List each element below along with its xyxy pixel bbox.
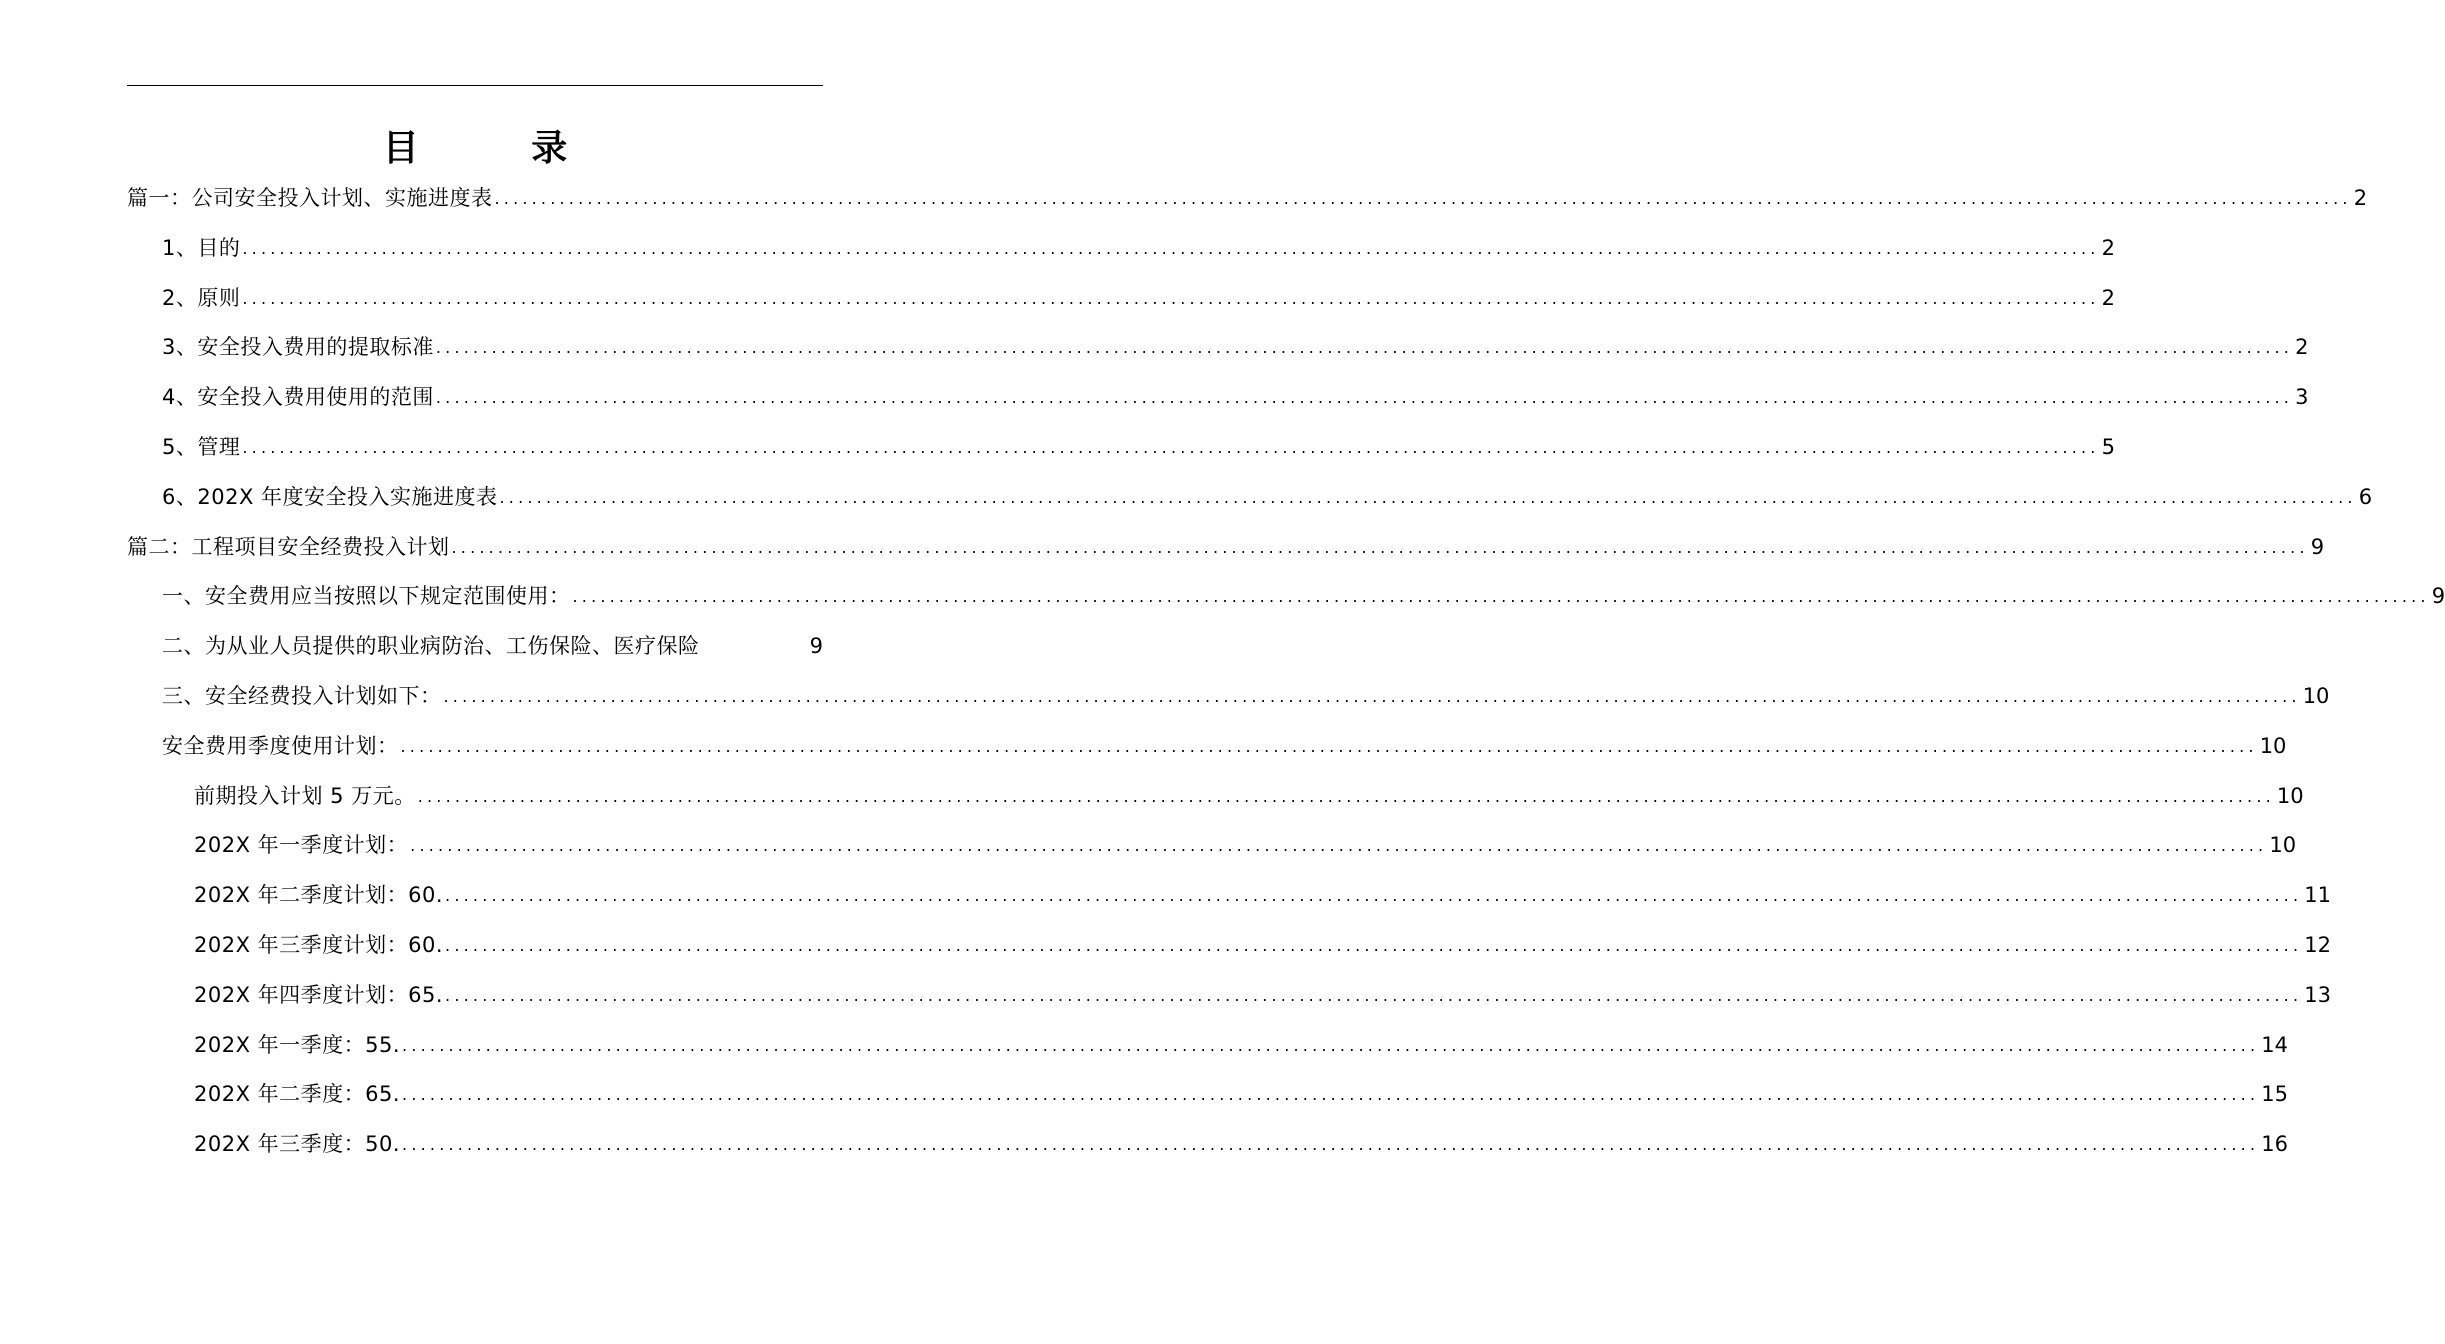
toc-dot-leader: ........................................................................................................................................................................................................ [402, 1035, 2260, 1055]
toc-page-number: 9 [809, 634, 823, 659]
toc-entry-text: 202X 年一季度：55. [194, 1032, 401, 1057]
toc-page-number: 14 [2261, 1032, 2288, 1057]
toc-page-number: 6 [2358, 484, 2373, 509]
toc-dot-leader: ........................................................................................................................................................................................................ [435, 338, 2294, 358]
toc-dot-leader: ........................................................................................................................................................................................................ [445, 935, 2303, 955]
toc-entry-text: 202X 年一季度计划： [194, 833, 409, 858]
toc-dot-leader: ........................................................................................................................................................................................................ [410, 836, 2268, 856]
toc-entry[interactable] [127, 622, 823, 672]
toc-entry[interactable] [127, 921, 2331, 971]
toc-entry-text: 202X 年二季度：65. [194, 1082, 401, 1107]
toc-dot-leader: ........................................................................................................................................................................................................ [242, 437, 2100, 457]
toc-entry-text: 二、为从业人员提供的职业病防治、工伤保险、医疗保险 [162, 634, 700, 659]
toc-entry-text: 1、目的 [162, 235, 241, 260]
toc-entry[interactable] [127, 523, 2325, 573]
toc-entry[interactable] [127, 473, 2373, 523]
toc-dot-leader: ........................................................................................................................................................................................................ [445, 886, 2303, 906]
toc-dot-leader: ........................................................................................................................................................................................................ [494, 189, 2352, 208]
toc-entry-text: 202X 年三季度计划：60. [194, 932, 444, 957]
toc-entry-text: 篇二：工程项目安全经费投入计划 [127, 534, 450, 559]
toc-page-number: 2 [2101, 235, 2115, 260]
toc-entry-text: 一、安全费用应当按照以下规定范围使用： [162, 584, 571, 609]
toc-entry[interactable] [127, 1070, 2288, 1120]
toc-entry[interactable] [127, 971, 2331, 1021]
toc-page-number: 10 [2276, 783, 2304, 808]
toc-page-number: 11 [2304, 883, 2331, 908]
toc-dot-leader: ........................................................................................................................................................................................................ [417, 786, 2275, 806]
toc-entry-text: 5、管理 [162, 434, 241, 459]
toc-dot-leader: ........................................................................................................................................................................................................ [572, 587, 2430, 607]
toc-entry-text: 202X 年四季度计划：65. [194, 982, 444, 1007]
toc-entry-text: 安全费用季度使用计划： [162, 733, 399, 758]
toc-page-number: 5 [2101, 434, 2115, 459]
toc-page-number: 12 [2304, 932, 2331, 957]
toc-title: 目 录 [382, 128, 618, 169]
toc-page-number: 3 [2295, 385, 2309, 410]
toc-entry[interactable] [127, 772, 2304, 822]
toc-dot-leader: ........................................................................................................................................................................................................ [242, 238, 2100, 258]
toc-entry[interactable] [127, 722, 2287, 772]
toc-dot-leader: ........................................................................................................................................................................................................ [242, 288, 2100, 308]
toc-page-number: 2 [2101, 285, 2115, 310]
toc-entry[interactable] [127, 423, 2115, 473]
toc-entry-text: 三、安全经费投入计划如下： [162, 683, 442, 708]
toc-entry-text: 篇一：公司安全投入计划、实施进度表 [127, 186, 493, 210]
toc-entry[interactable] [127, 672, 2330, 722]
toc-dot-leader: ........................................................................................................................................................................................................ [435, 388, 2294, 408]
toc-entry-text: 202X 年三季度：50. [194, 1132, 401, 1157]
toc-entry-text: 3、安全投入费用的提取标准 [162, 335, 434, 360]
toc-entry[interactable] [127, 1021, 2288, 1071]
toc-page-number: 10 [2259, 733, 2287, 758]
toc-entry[interactable] [127, 821, 2297, 871]
toc-page-number: 9 [2431, 584, 2445, 609]
toc-list [127, 174, 2445, 1170]
toc-entry-text: 前期投入计划 5 万元。 [194, 783, 416, 808]
toc-dot-leader: ........................................................................................................................................................................................................ [451, 537, 2309, 557]
header-rule [127, 85, 823, 86]
toc-dot-leader: ........................................................................................................................................................................................................ [402, 1135, 2260, 1155]
toc-entry[interactable] [127, 572, 2445, 622]
toc-page-number: 10 [2269, 833, 2297, 858]
toc-dot-leader: ........................................................................................................................................................................................................ [445, 985, 2303, 1005]
toc-dot-leader: ........................................................................................................................................................................................................ [443, 686, 2301, 706]
toc-entry[interactable] [127, 174, 2368, 224]
toc-dot-leader: ........................................................................................................................................................................................................ [499, 487, 2357, 507]
toc-dot-leader: ........................................................................................................................................................................................................ [400, 736, 2258, 756]
toc-entry-text: 6、202X 年度安全投入实施进度表 [162, 484, 498, 509]
toc-entry[interactable] [127, 373, 2309, 423]
toc-page-number: 9 [2310, 534, 2325, 559]
toc-entry[interactable] [127, 1120, 2288, 1170]
toc-page-number: 13 [2304, 982, 2331, 1007]
toc-dot-leader: ........................................................................................................................................................................................................ [402, 1085, 2260, 1105]
toc-entry-text: 4、安全投入费用使用的范围 [162, 385, 434, 410]
toc-page-number: 15 [2261, 1082, 2288, 1107]
toc-entry[interactable] [127, 871, 2331, 921]
toc-entry[interactable] [127, 323, 2309, 373]
toc-page-number: 10 [2302, 683, 2330, 708]
toc-page-number: 2 [2353, 186, 2368, 210]
toc-page-number: 2 [2295, 335, 2309, 360]
toc-entry-text: 2、原则 [162, 285, 241, 310]
toc-entry-text: 202X 年二季度计划：60. [194, 883, 444, 908]
toc-entry[interactable] [127, 224, 2115, 274]
toc-entry[interactable] [127, 274, 2115, 324]
toc-page-number: 16 [2261, 1132, 2288, 1157]
